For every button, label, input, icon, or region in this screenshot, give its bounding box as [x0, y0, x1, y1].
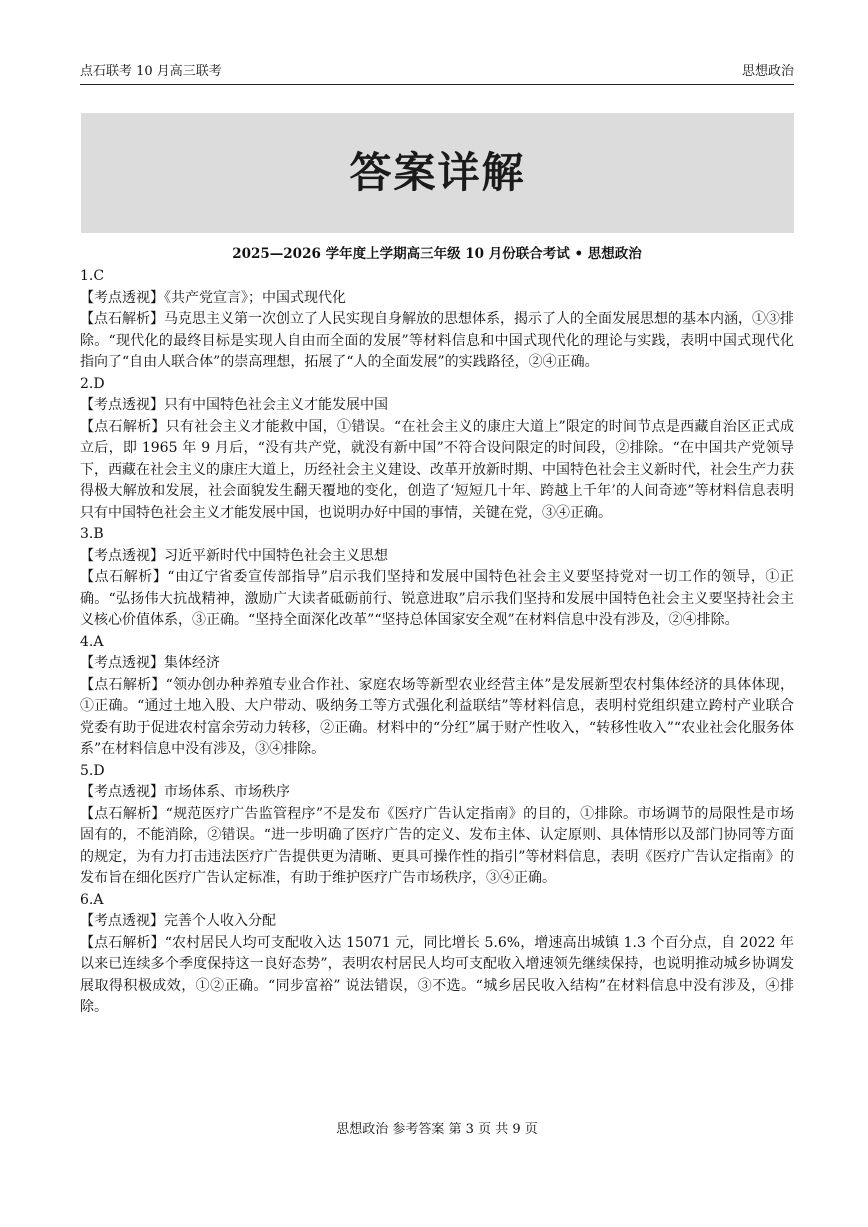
question-block	[80, 761, 794, 890]
question-answer: 1.C	[80, 268, 105, 284]
question-answer: 4.A	[80, 633, 104, 650]
key-point-label: 【考点透视】	[80, 547, 164, 564]
analysis-text: “由辽宁省委宣传部指导”启示我们坚持和发展中国特色社会主义要坚持党对一切工作的领导，①正确。“弘扬伟大抗战精神，激励广大读者砥砺前行、锐意进取”启示我们坚持和发展中国特色社会主义要坚持社会主义核心价值体系，③正确。“坚持全面深化改革”“坚持总体国家安全观”在材料信息中没有涉及，②④排除。	[80, 569, 794, 628]
key-point-text: 完善个人收入分配	[164, 913, 276, 929]
question-answer: 2.D	[80, 375, 105, 392]
page-footer: 思想政治 参考答案 第 3 页 共 9 页	[336, 1122, 538, 1137]
analysis-line	[80, 933, 794, 1019]
analysis-label: 【点石解析】	[80, 311, 164, 327]
analysis-line	[80, 567, 794, 632]
key-point-text: 市场体系、市场秩序	[164, 784, 290, 800]
header-exam-name: 点石联考 10 月高三联考	[80, 64, 222, 79]
key-point-line	[80, 653, 794, 675]
analysis-label: 【点石解析】	[80, 805, 166, 822]
key-point-line	[80, 395, 794, 417]
key-point-label: 【考点透视】	[80, 397, 164, 413]
page-header	[80, 62, 794, 82]
key-point-line	[80, 546, 794, 568]
analysis-line	[80, 417, 794, 525]
question-block	[80, 632, 794, 761]
key-point-label: 【考点透视】	[80, 913, 164, 929]
title-banner	[81, 113, 794, 233]
key-point-line	[80, 782, 794, 804]
key-point-label: 【考点透视】	[80, 289, 164, 306]
key-point-text: 集体经济	[164, 655, 220, 671]
question-answer: 6.A	[80, 891, 104, 908]
analysis-line	[80, 804, 794, 890]
key-point-text: 《共产党宣言》；中国式现代化	[164, 289, 346, 306]
key-point-line	[80, 288, 794, 310]
analysis-text: “农村居民人均可支配收入达 15071 元，同比增长 5.6%，增速高出城镇 1.3 个百分点，自 2022 年以来已连续多个季度保持这一良好态势”，表明农村居民人均可支配收入增速领先继续保持，也说明推动城乡协调发展取得积极成效，①②正确。“同步富裕” 说法错误，③不选。“城乡居民收入结构”在材料信息中没有涉及，④排除。	[80, 934, 794, 1015]
question-block	[80, 266, 794, 374]
analysis-line	[80, 309, 794, 374]
header-subject: 思想政治	[741, 64, 794, 79]
question-answer: 3.B	[80, 526, 104, 542]
analysis-label: 【点石解析】	[80, 676, 166, 693]
question-answer: 5.D	[80, 762, 105, 779]
question-block	[80, 524, 794, 632]
analysis-line	[80, 675, 794, 761]
analysis-label: 【点石解析】	[80, 418, 166, 435]
analysis-text: “规范医疗广告监管程序”不是发布《医疗广告认定指南》的目的，①排除。市场调节的局限性是市场固有的，不能消除，②错误。“进一步明确了医疗广告的定义、发布主体、认定原则、具体情形以及部门协同等方面的规定，为有力打击违法医疗广告提供更为清晰、更具可操作性的指引”等材料信息，表明《医疗广告认定指南》的发布旨在细化医疗广告认定标准，有助于维护医疗广告市场秩序，③④正确。	[80, 805, 795, 886]
key-point-label: 【考点透视】	[80, 655, 164, 671]
key-point-line	[80, 911, 794, 933]
question-block	[80, 374, 794, 525]
analysis-text: 马克思主义第一次创立了人民实现自身解放的思想体系，揭示了人的全面发展思想的基本内涵，①③排除。“现代化的最终目标是实现人自由而全面的发展”等材料信息和中国式现代化的理论与实践，表明中国式现代化指向了“自由人联合体”的崇高理想，拓展了“人的全面发展”的实践路径，②④正确。	[80, 311, 794, 370]
key-point-text: 习近平新时代中国特色社会主义思想	[164, 547, 388, 564]
banner-title: 答案详解	[349, 148, 526, 197]
key-point-label: 【考点透视】	[80, 784, 164, 800]
analysis-text: 只有社会主义才能救中国，①错误。“在社会主义的康庄大道上”限定的时间节点是西藏自治区正式成立后，即 1965 年 9 月后，“没有共产党，就没有新中国”不符合设问限定的时间段，②排除。“在中国共产党领导下，西藏在社会主义的康庄大道上，历经社会主义建设、改革开放新时期、中国特色社会主义新时代，社会生产力获得极大解放和发展，社会面貌发生翻天覆地的变化，创造了‘短短几十年、跨越上千年’的人间奇迹”等材料信息表明只有中国特色社会主义才能发展中国，也说明办好中国的事情，关键在党，③④正确。	[80, 418, 795, 521]
exam-subtitle: 2025—2026 学年度上学期高三年级 10 月份联合考试 • 思想政治	[232, 246, 642, 262]
header-divider	[80, 84, 794, 85]
analysis-label: 【点石解析】	[80, 569, 168, 585]
analysis-label: 【点石解析】	[80, 934, 165, 951]
answer-list	[80, 266, 794, 1019]
analysis-text: “领办创办种养殖专业合作社、家庭农场等新型农业经营主体”是发展新型农村集体经济的具体体现，①正确。“通过土地入股、大户带动、吸纳务工等方式强化利益联结”等材料信息，表明村党组织建立跨村产业联合党委有助于促进农村富余劳动力转移，②正确。材料中的“分红”属于财产性收入，“转移性收入”“农业社会化服务体系”在材料信息中没有涉及，③④排除。	[80, 676, 795, 757]
key-point-text: 只有中国特色社会主义才能发展中国	[164, 397, 388, 413]
question-block	[80, 890, 794, 1019]
